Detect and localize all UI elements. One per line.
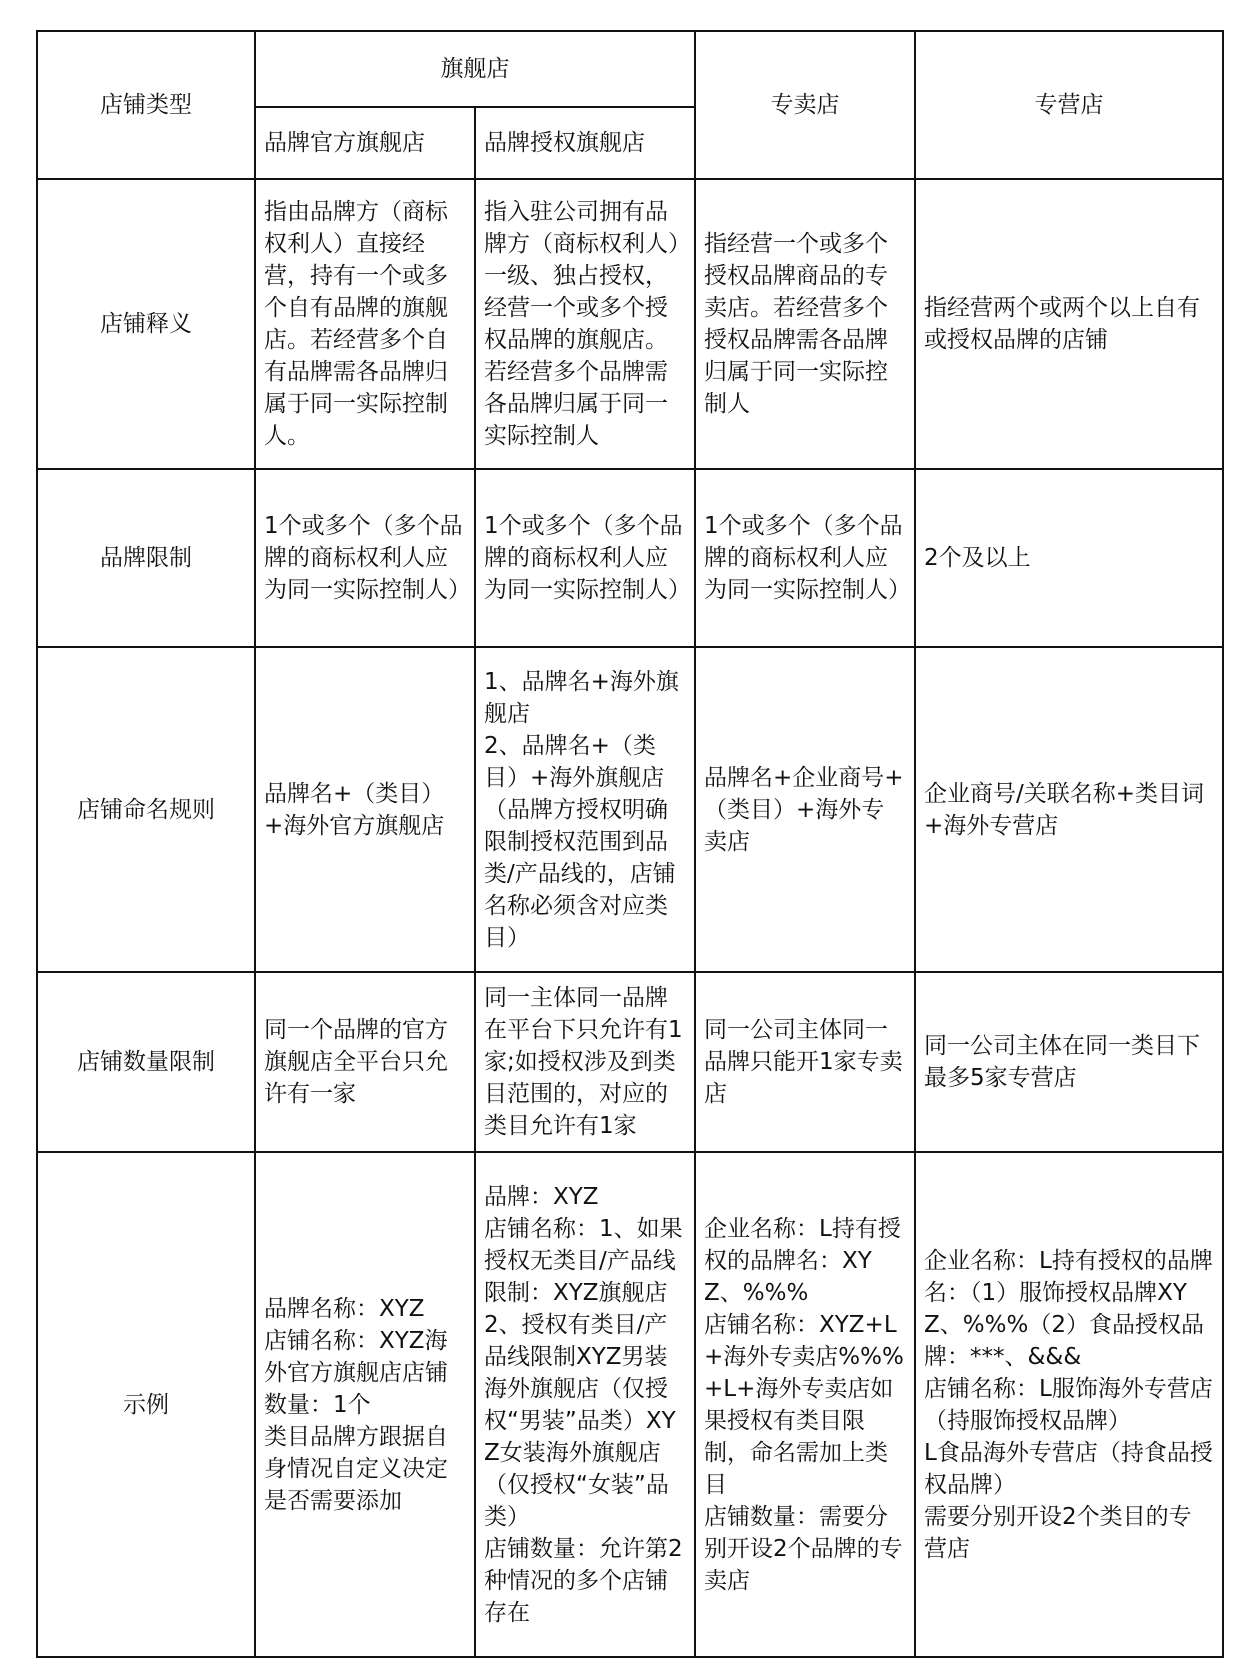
header-specialty: 专卖店 (695, 31, 915, 179)
header-official-flagship: 品牌官方旗舰店 (255, 107, 475, 179)
table-row (37, 1152, 1223, 1657)
table-cell: 品牌名+（类目）+海外官方旗舰店 (255, 647, 475, 972)
table-cell: 同一公司主体在同一类目下最多5家专营店 (915, 972, 1223, 1152)
table-cell: 品牌名称：XYZ 店铺名称：XYZ海外官方旗舰店店铺数量：1个 类目品牌方跟据自身情况自定义决定是否需要添加 (255, 1152, 475, 1657)
row-label: 店铺释义 (37, 179, 255, 469)
row-label: 店铺命名规则 (37, 647, 255, 972)
row-label: 店铺数量限制 (37, 972, 255, 1152)
header-franchise: 专营店 (915, 31, 1223, 179)
table-cell: 2个及以上 (915, 469, 1223, 647)
table-cell: 1个或多个（多个品牌的商标权利人应为同一实际控制人） (475, 469, 695, 647)
table-cell: 同一个品牌的官方旗舰店全平台只允许有一家 (255, 972, 475, 1152)
row-label: 示例 (37, 1152, 255, 1657)
store-type-table (36, 30, 1224, 1658)
table-row (37, 469, 1223, 647)
table-cell: 企业名称：L持有授权的品牌名：（1）服饰授权品牌XYZ、%%%（2）食品授权品牌：***、&&& 店铺名称：L服饰海外专营店（持服饰授权品牌） L食品海外专营店（持食品授权品牌） 需要分别开设2个类目的专营店 (915, 1152, 1223, 1657)
table-cell: 同一公司主体同一品牌只能开1家专卖店 (695, 972, 915, 1152)
table-cell: 同一主体同一品牌在平台下只允许有1家;如授权涉及到类目范围的，对应的类目允许有1家 (475, 972, 695, 1152)
header-flagship: 旗舰店 (255, 31, 695, 107)
table-row (37, 972, 1223, 1152)
table-row (37, 647, 1223, 972)
table-cell: 1、品牌名+海外旗舰店 2、品牌名+（类目）+海外旗舰店（品牌方授权明确限制授权范围到品类/产品线的，店铺名称必须含对应类目） (475, 647, 695, 972)
table-cell: 指由品牌方（商标权利人）直接经营，持有一个或多个自有品牌的旗舰店。若经营多个自有品牌需各品牌归属于同一实际控制人。 (255, 179, 475, 469)
table-cell: 指经营两个或两个以上自有或授权品牌的店铺 (915, 179, 1223, 469)
row-label: 品牌限制 (37, 469, 255, 647)
table-cell: 指入驻公司拥有品牌方（商标权利人）一级、独占授权，经营一个或多个授权品牌的旗舰店。若经营多个品牌需各品牌归属于同一实际控制人 (475, 179, 695, 469)
table-row (37, 179, 1223, 469)
table-cell: 企业名称：L持有授权的品牌名：XYZ、%%% 店铺名称：XYZ+L+海外专卖店%%%+L+海外专卖店如果授权有类目限制，命名需加上类目 店铺数量：需要分别开设2个品牌的专卖店 (695, 1152, 915, 1657)
table-cell: 1个或多个（多个品牌的商标权利人应为同一实际控制人） (695, 469, 915, 647)
table-cell: 1个或多个（多个品牌的商标权利人应为同一实际控制人） (255, 469, 475, 647)
header-authorized-flagship: 品牌授权旗舰店 (475, 107, 695, 179)
header-row-1 (37, 31, 1223, 107)
header-store-type: 店铺类型 (37, 31, 255, 179)
table-cell: 企业商号/关联名称+类目词+海外专营店 (915, 647, 1223, 972)
table-cell: 指经营一个或多个授权品牌商品的专卖店。若经营多个授权品牌需各品牌归属于同一实际控制人 (695, 179, 915, 469)
table-cell: 品牌：XYZ 店铺名称：1、如果授权无类目/产品线限制：XYZ旗舰店2、授权有类目/产品线限制XYZ男装海外旗舰店（仅授权“男装”品类）XYZ女装海外旗舰店（仅授权“女装”品类） 店铺数量：允许第2种情况的多个店铺存在 (475, 1152, 695, 1657)
table-cell: 品牌名+企业商号+（类目）+海外专卖店 (695, 647, 915, 972)
